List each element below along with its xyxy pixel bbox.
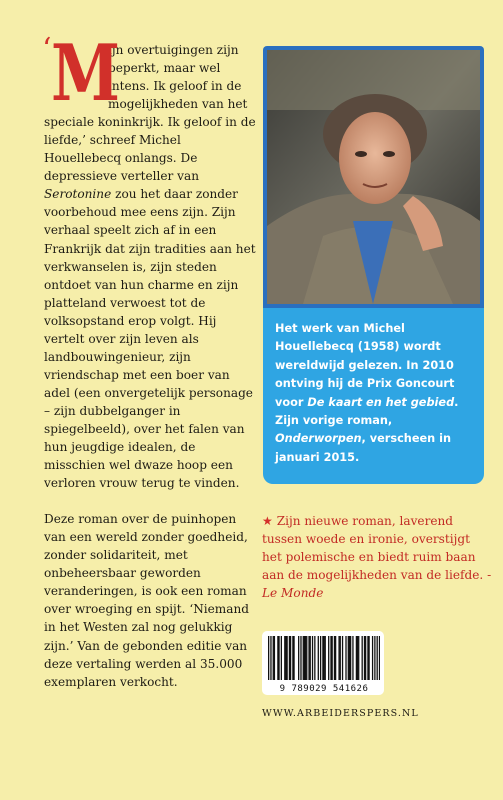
review-text: Zijn nieuwe roman, laverend tussen woede en ironie, overstijgt het polemische en biedt ruim baan aan de mogelijkheden van de liefde. - bbox=[262, 514, 492, 583]
barcode-bar bbox=[323, 636, 324, 680]
barcode-bar bbox=[368, 636, 369, 680]
barcode-bar bbox=[325, 636, 326, 680]
caption-text-3: , verscheen in januari 2015. bbox=[275, 432, 452, 464]
barcode-bar bbox=[310, 636, 311, 680]
barcode-bar bbox=[374, 636, 375, 680]
barcode-bar bbox=[350, 636, 351, 680]
barcode-bar bbox=[320, 636, 321, 680]
barcode-bar bbox=[358, 636, 359, 680]
book-title-serotonine: Serotonine bbox=[44, 187, 112, 202]
barcode-bar bbox=[268, 636, 269, 680]
barcode-bar bbox=[340, 636, 341, 680]
barcode-bar bbox=[348, 636, 349, 680]
caption-book-title-2: Onderworpen bbox=[275, 432, 362, 446]
drop-cap-quote: ‘ bbox=[42, 32, 52, 67]
drop-cap bbox=[42, 28, 121, 119]
barcode-bars bbox=[268, 636, 380, 680]
caption-text-1: Het werk van Michel Houellebecq (1958) wordt wereldwijd gelezen. In 2010 ontving hij de Prix Goncourt voor bbox=[275, 322, 455, 409]
barcode-bar bbox=[303, 636, 304, 680]
barcode-bar bbox=[345, 636, 346, 680]
barcode-bar bbox=[305, 636, 306, 680]
publisher-website: WWW.ARBEIDERSPERS.NL bbox=[262, 708, 419, 719]
barcode-bar bbox=[306, 636, 307, 680]
barcode-bar bbox=[286, 636, 287, 680]
blurb-paragraph-2: Deze roman over de puinhopen van een wereld zonder goedheid, zonder solidariteit, met onbeheersbaar geworden veranderingen, is ook een roman over wroeging en spijt. ‘Niemand in het Westen zal nog gelukkig zijn.’ Van de gebonden editie van deze vertaling werden al 35.000 exemplaren verkocht. bbox=[44, 512, 250, 689]
barcode-bar bbox=[362, 636, 363, 680]
barcode-bar bbox=[338, 636, 339, 680]
barcode-bar bbox=[292, 636, 293, 680]
barcode-bar bbox=[312, 636, 313, 680]
barcode-bar bbox=[328, 636, 329, 680]
barcode-bar bbox=[357, 636, 358, 680]
barcode-bar bbox=[290, 636, 291, 680]
author-photo bbox=[263, 46, 484, 308]
drop-cap-letter: M bbox=[51, 28, 121, 119]
blurb-text-b: zou het daar zonder voorbehoud mee eens zijn. Zijn verhaal speelt zich af in een Frankrijk dat zijn tradities aan het verkwanselen is, zijn steden ontdoet van hun charme en zijn platteland verwoest tot de volksopstand erop volgt. Hij vertelt over zijn leven als landbouwingenieur, zijn vriendschap met een boer van adel (een onvergetelijk personage – zijn dubbelganger in spiegelbeeld), over het falen van hun jeugdige idealen, de misschien wel dwaze hoop een verloren vrouw terug te vinden. bbox=[44, 187, 256, 491]
barcode-bar bbox=[322, 636, 323, 680]
barcode-bar bbox=[318, 636, 319, 680]
barcode-bar bbox=[335, 636, 336, 680]
barcode-bar bbox=[330, 636, 331, 680]
barcode-bar bbox=[274, 636, 275, 680]
barcode-bar bbox=[377, 636, 378, 680]
review-quote bbox=[262, 512, 492, 602]
barcode-bar bbox=[285, 636, 286, 680]
barcode-bar bbox=[364, 636, 365, 680]
review-source: Le Monde bbox=[262, 586, 324, 601]
barcode-bar bbox=[284, 636, 285, 680]
barcode-bar bbox=[270, 636, 271, 680]
barcode-bar bbox=[277, 636, 278, 680]
barcode-bar bbox=[308, 636, 309, 680]
barcode-bar bbox=[334, 636, 335, 680]
barcode-bar bbox=[304, 636, 305, 680]
barcode-bar bbox=[367, 636, 368, 680]
barcode-bar bbox=[281, 636, 282, 680]
barcode-bar bbox=[342, 636, 343, 680]
barcode-bar bbox=[273, 636, 274, 680]
barcode-bar bbox=[293, 636, 294, 680]
barcode-bar bbox=[332, 636, 333, 680]
barcode-bar bbox=[289, 636, 290, 680]
barcode bbox=[262, 631, 384, 695]
barcode-bar bbox=[298, 636, 299, 680]
star-icon: ★ bbox=[262, 514, 273, 528]
barcode-bar bbox=[300, 636, 301, 680]
barcode-bar bbox=[365, 636, 366, 680]
blurb-column bbox=[42, 28, 256, 691]
barcode-bar bbox=[352, 636, 353, 680]
barcode-bar bbox=[278, 636, 279, 680]
blurb-paragraph-1 bbox=[42, 28, 256, 492]
isbn-number: 9 789029 541626 bbox=[279, 684, 369, 694]
blurb-text-a: ijn overtuigingen zijn beperkt, maar wel intens. Ik geloof in de mogelijkheden van het speciale koninkrijk. Ik geloof in de liefde,’ schreef Michel Houellebecq onlangs. De depressieve verteller van bbox=[44, 43, 256, 184]
author-caption bbox=[263, 308, 484, 484]
caption-text-2: . Zijn vorige roman, bbox=[275, 395, 459, 428]
barcode-bar bbox=[349, 636, 350, 680]
barcode-bar bbox=[372, 636, 373, 680]
author-photo-illustration bbox=[263, 46, 484, 308]
barcode-bar bbox=[379, 636, 380, 680]
barcode-bar bbox=[314, 636, 315, 680]
barcode-bar bbox=[356, 636, 357, 680]
caption-book-title-1: De kaart en het gebied bbox=[307, 395, 455, 409]
